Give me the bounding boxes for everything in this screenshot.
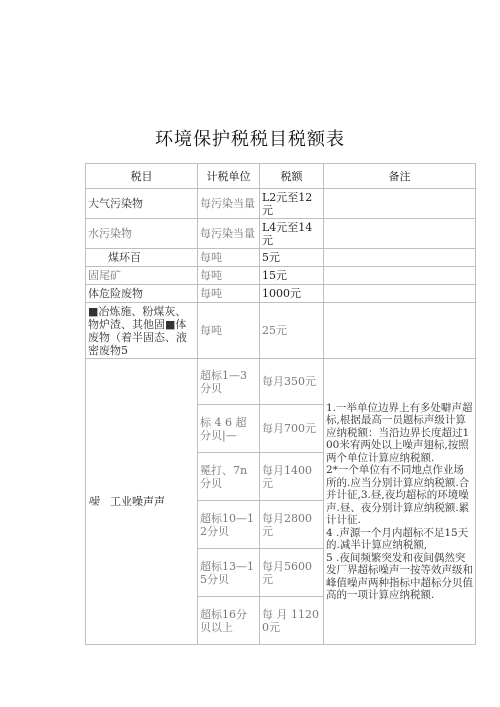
tax-remark-empty — [324, 219, 476, 249]
header-tax-item: 税目 — [86, 164, 198, 189]
tax-remark-empty — [324, 189, 476, 219]
noise-unit: 标 4 6 超分贝|— — [198, 405, 260, 453]
noise-unit: 超标1—3分贝 — [198, 359, 260, 405]
noise-amount: 每月5600元 — [260, 549, 324, 597]
tax-unit: 每吨 — [198, 267, 260, 285]
table-row — [86, 267, 476, 285]
remark-2: 2*一个单位有不同地点作业场所的.应当分别计算应纳税额.合并计征,3.昼,夜均超标的环境噪声.昼、夜分别计算应纳税额.累计计征. — [326, 464, 470, 526]
noise-amount: 每月1400元 — [260, 453, 324, 501]
noise-left-label: 噪 — [88, 495, 99, 508]
tax-item: 固尾矿 — [86, 267, 198, 285]
page-title: 环境保护税税目税额表 — [155, 129, 345, 150]
header-amount: 税额 — [260, 164, 324, 189]
noise-amount: 每月700元 — [260, 405, 324, 453]
tax-unit: 每污染当量 — [198, 219, 260, 249]
tax-item: 体危险废物 — [86, 285, 198, 303]
noise-unit: 超标13—15分贝 — [198, 549, 260, 597]
tax-remark-empty — [324, 303, 476, 359]
tax-amount: 15元 — [260, 267, 324, 285]
noise-unit: 超标10—12分贝 — [198, 501, 260, 549]
tax-remark-empty — [324, 249, 476, 267]
tax-amount: 25元 — [260, 303, 324, 359]
tax-remark-empty — [324, 285, 476, 303]
tax-amount: L2元至12元 — [260, 189, 324, 219]
noise-amount: 每 月 11200元 — [260, 597, 324, 645]
remark-4: 5 .夜间频繁突发和夜间偶然突发厂界超标噪声一按等效声级和峰值噪声两种指标中超标分贝值高的一项计算应纳税额. — [326, 551, 473, 601]
noise-unit: 超标16分贝以上 — [198, 597, 260, 645]
tax-table — [85, 163, 476, 645]
noise-row — [86, 359, 476, 405]
noise-amount: 每月2800元 — [260, 501, 324, 549]
table-row — [86, 189, 476, 219]
noise-category-cell — [86, 359, 198, 645]
tax-item: ■冶炼施、粉煤灰、物炉渣、其他固■体废物（着半固态、液密废物5 — [86, 303, 198, 359]
header-unit: 计税单位 — [198, 164, 260, 189]
header-remarks: 备注 — [324, 164, 476, 189]
tax-item: 煤环百 — [86, 249, 198, 267]
table-row — [86, 303, 476, 359]
header-row — [86, 164, 476, 189]
tax-unit: 每吨 — [198, 249, 260, 267]
tax-remark-empty — [324, 267, 476, 285]
tax-unit: 每吨 — [198, 285, 260, 303]
tax-unit: 每污染当量 — [198, 189, 260, 219]
tax-item: 大气污染物 — [86, 189, 198, 219]
tax-amount: 1000元 — [260, 285, 324, 303]
tax-amount: 5元 — [260, 249, 324, 267]
table-row — [86, 285, 476, 303]
noise-item: 工业噪声声 — [110, 495, 165, 508]
noise-remarks — [324, 359, 476, 645]
remark-3: 4 .声源一个月内超标不足15天的.减半计算应纳税额, — [326, 526, 469, 551]
table-row — [86, 219, 476, 249]
tax-unit: 每吨 — [198, 303, 260, 359]
table-row — [86, 249, 476, 267]
remark-1: 1.一举单位边界上有多处噼声超标,根据最高一员题标声级计算应纳税额：当沿边界长度超过100米宥两处以上噪声翅标,按照两个单位计算应纳税额. — [326, 401, 473, 464]
noise-amount: 每月350元 — [260, 359, 324, 405]
noise-unit: 冕打、7n分贝 — [198, 453, 260, 501]
tax-item: 水污染物 — [86, 219, 198, 249]
tax-amount: L4元至14元 — [260, 219, 324, 249]
